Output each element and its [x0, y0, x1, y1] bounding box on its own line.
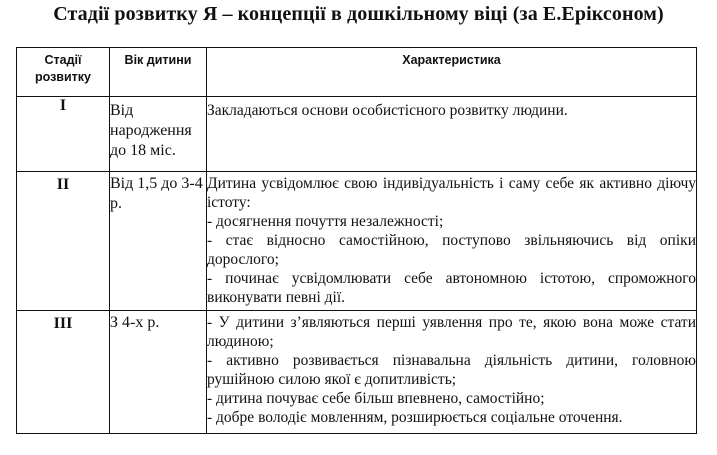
characteristic-line: Дитина усвідомлює свою індивідуальність і саму себе як активно діючу істоту: [207, 175, 696, 211]
characteristic-line: - У дитини з’являються перші уявлення про те, якою вона може стати людиною; [207, 314, 696, 350]
table-row [17, 172, 697, 311]
characteristic-line: Закладаються основи особистісного розвитку людини. [207, 102, 568, 119]
characteristic-cell [207, 172, 697, 311]
stages-table [16, 47, 697, 434]
characteristic-line: - досягнення почуття незалежності; [207, 213, 444, 230]
age-cell: Від народження до 18 міс. [110, 97, 207, 172]
characteristic-line: - активно розвивається пізнавальна діяльність дитини, головною рушійною силою якої є допитливість; [207, 352, 696, 388]
header-age: Вік дитини [110, 48, 207, 97]
stage-cell: I [17, 97, 110, 172]
stage-cell: II [17, 172, 110, 311]
header-characteristic: Характеристика [207, 48, 697, 97]
table-row [17, 97, 697, 172]
table-row [17, 311, 697, 434]
characteristic-cell [207, 97, 697, 172]
characteristic-line: - дитина почуває себе більш впевнено, самостійно; [207, 390, 545, 407]
characteristic-line: - починає усвідомлювати себе автономною істотою, спроможного виконувати певні дії. [207, 270, 696, 306]
page-title: Стадії розвитку Я – концепції в дошкільному віці (за Е.Еріксоном) [53, 3, 664, 25]
age-cell: Від 1,5 до 3-4 р. [110, 172, 207, 311]
stage-cell: III [17, 311, 110, 434]
age-cell: З 4-х р. [110, 311, 207, 434]
characteristic-cell [207, 311, 697, 434]
characteristic-line: - стає відносно самостійною, поступово звільняючись від опіки дорослого; [207, 232, 696, 268]
header-stage: Стадії розвитку [17, 48, 110, 97]
characteristic-line: - добре володіє мовленням, розширюється соціальне оточення. [207, 409, 623, 426]
table-header-row [17, 48, 697, 97]
